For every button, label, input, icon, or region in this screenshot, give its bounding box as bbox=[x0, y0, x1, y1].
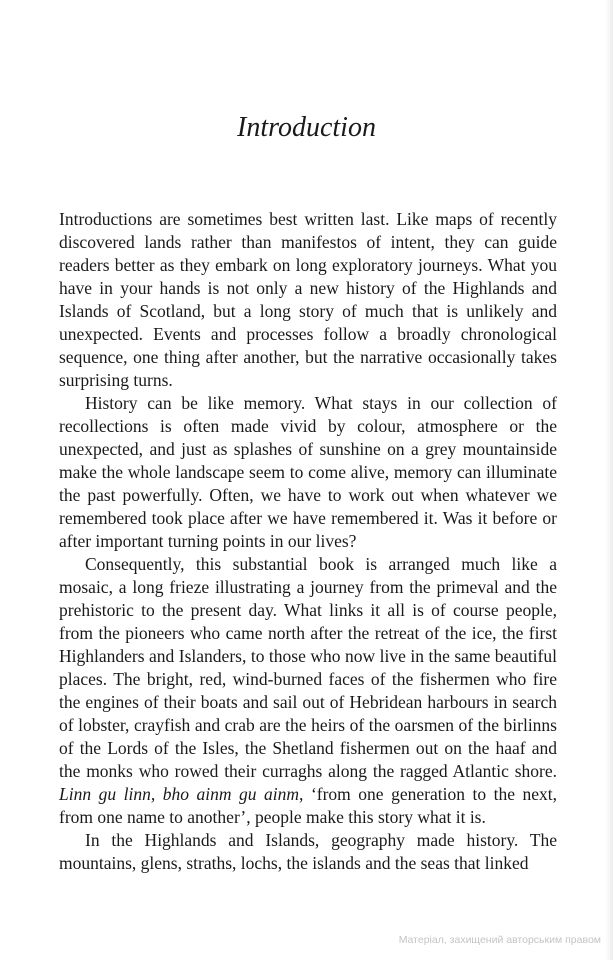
paragraph-1: Introductions are sometimes best written last. Like maps of recently discovered lands rather than manifestos of intent, they can guide readers better as they embark on long exploratory journeys. What you have in your hands is not only a new history of the Highlands and Islands of Scotland, but a long story of much that is unlikely and unexpected. Events and processes follow a broadly chronological sequence, one thing after another, but the narrative occasionally takes surprising turns. bbox=[59, 209, 557, 390]
body-text bbox=[59, 208, 557, 875]
gaelic-phrase: Linn gu linn, bho ainm gu ainm bbox=[59, 784, 300, 804]
paragraph-3-text-before: Consequently, this substantial book is arranged much like a mosaic, a long frieze illustrating a journey from the primeval and the prehistoric to the present day. What links it all is of course people, from the pioneers who came north after the retreat of the ice, the first Highlanders and Islanders, to those who now live in the same beautiful places. The bright, red, wind-burned faces of the fishermen who fire the engines of their boats and sail out of Hebridean harbours in search of lobster, crayfish and crab are the heirs of the oarsmen of the birlinns of the Lords of the Isles, the Shetland fishermen out on the haaf and the monks who rowed their curraghs along the ragged Atlantic shore. bbox=[59, 554, 557, 781]
chapter-title: Introduction bbox=[237, 112, 376, 143]
paragraph-4: In the Highlands and Islands, geography made history. The mountains, glens, straths, lochs, the islands and the seas that linked bbox=[59, 830, 557, 873]
copyright-watermark: Матеріал, захищений авторським правом bbox=[398, 934, 601, 946]
paragraph-2: History can be like memory. What stays in our collection of recollections is often made vivid by colour, atmosphere or the unexpected, and just as splashes of sunshine on a grey mountainside make the whole landscape seem to come alive, memory can illuminate the past powerfully. Often, we have to work out when whatever we remembered took place after we have remembered it. Was it before or after important turning points in our lives? bbox=[59, 393, 557, 551]
paragraph-3 bbox=[59, 553, 557, 829]
paragraph-3-text-after: , ‘from one generation to the next, from one name to another’, people make this story what it is. bbox=[59, 784, 557, 827]
